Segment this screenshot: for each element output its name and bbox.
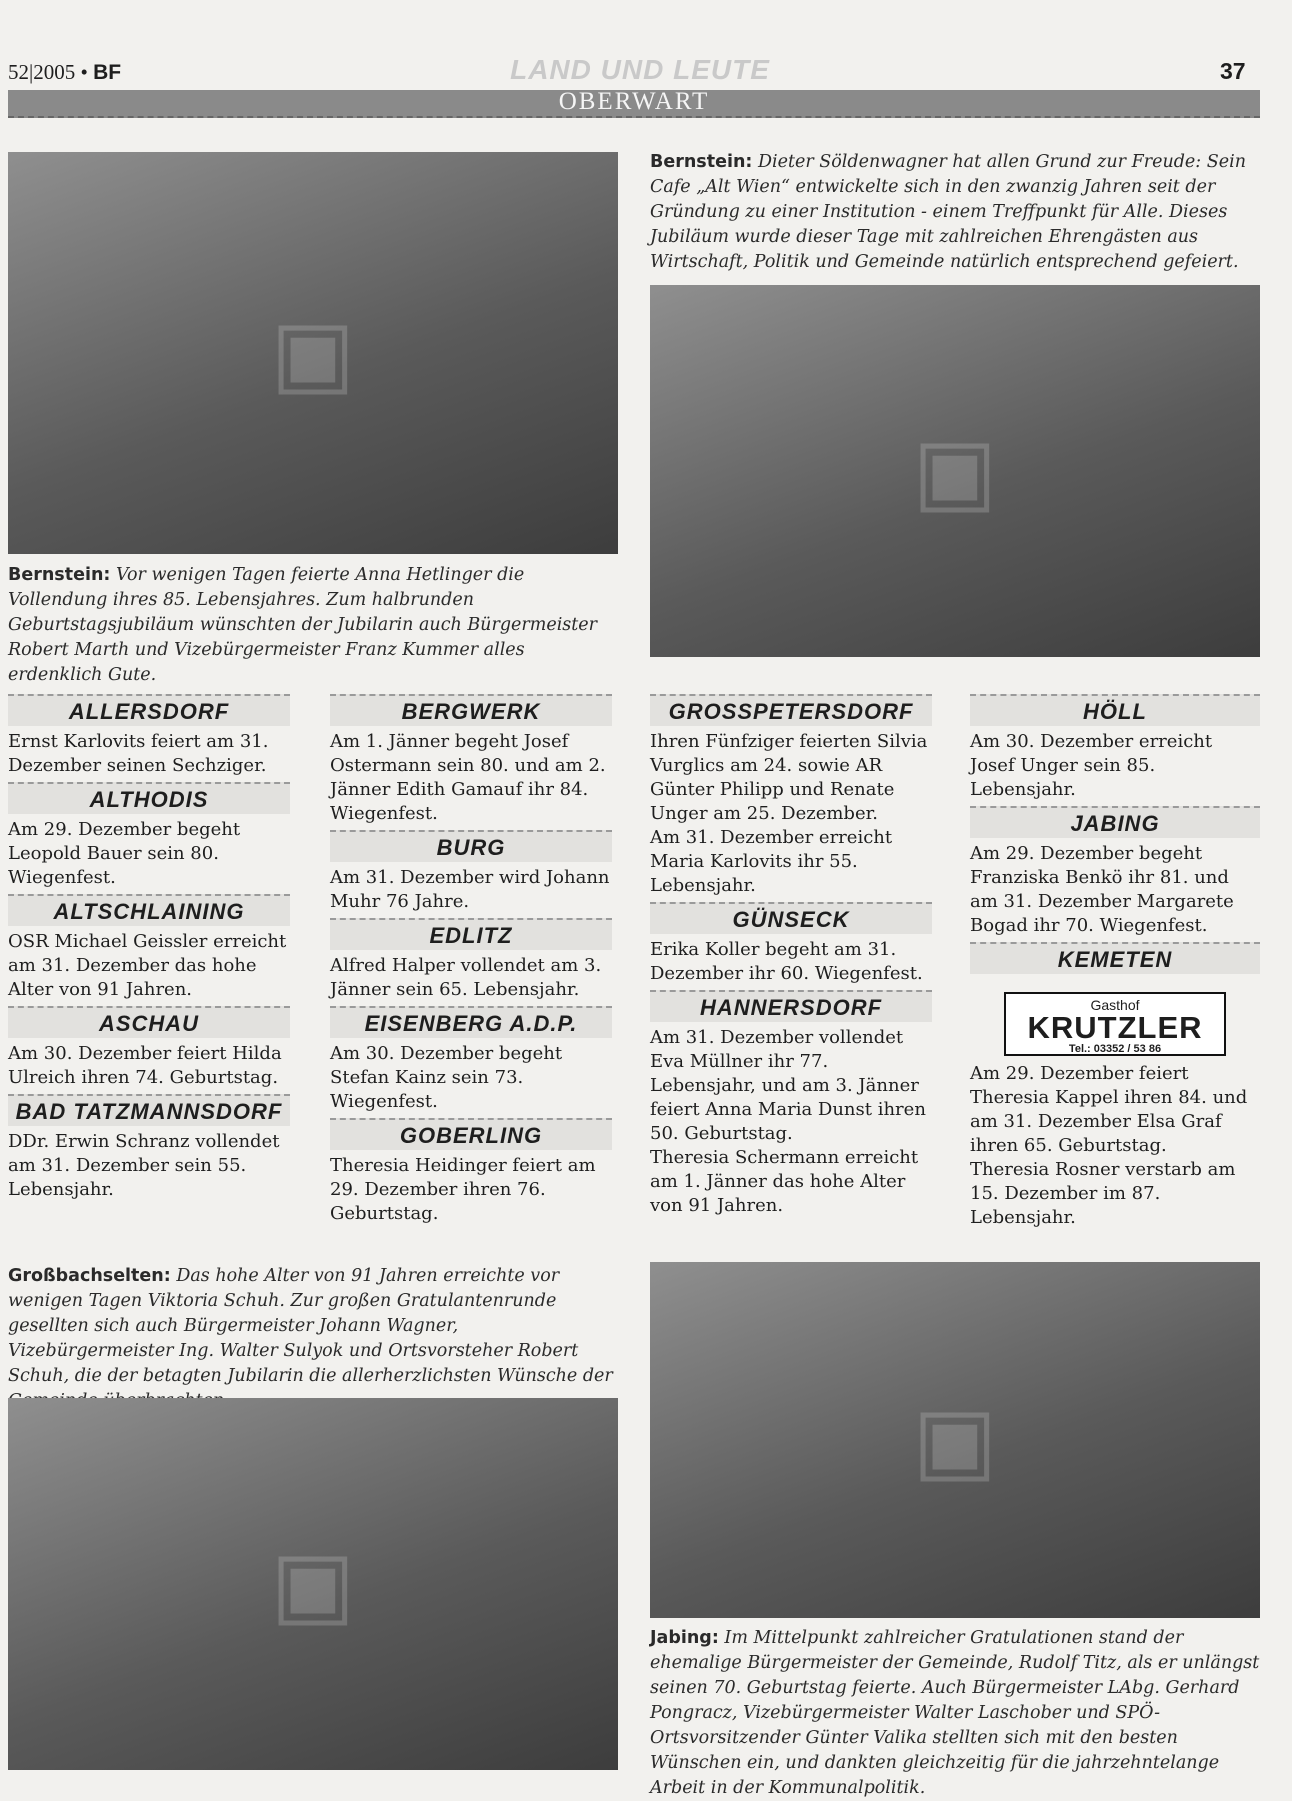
- section-text: Am 31. Dezember vollendet Eva Müllner ihr 77. Lebensjahr, und am 3. Jänner feiert Anna Maria Dunst ihren 50. Geburtstag.: [650, 1027, 926, 1144]
- section-title: HÖLL: [970, 694, 1260, 726]
- caption-text: Dieter Söldenwagner hat allen Grund zur Freude: Sein Cafe „Alt Wien“ entwickelte sich in den zwanzig Jahren seit der Gründung zu einer Institution - einem Treffpunkt für Alle. Dieses Jubiläum wurde dieser Tage mit zahlreichen Ehrengästen aus Wirtschaft, Politik und Gemeinde natürlich entsprechend gefeiert.: [650, 152, 1246, 272]
- section-title: GÜNSECK: [650, 902, 932, 934]
- section-title: BERGWERK: [330, 694, 612, 726]
- caption-text: Das hohe Alter von 91 Jahren erreichte vor wenigen Tagen Viktoria Schuh. Zur großen Gratulantenrunde gesellten sich auch Bürgermeister Johann Wagner, Vizebürgermeister Ing. Walter Sulyok und Ortsvorsteher Robert Schuh, die der betagten Jubilarin die allerherzlichsten Wünsche der: [8, 1266, 613, 1386]
- bullet: •: [80, 60, 88, 84]
- section-kemeten: [970, 942, 1260, 1230]
- section-text: Am 30. Dezember feiert Hilda Ulreich ihren 74. Geburtstag.: [8, 1043, 282, 1088]
- section-text: Alfred Halper vollendet am 3. Jänner sein 65. Lebensjahr.: [330, 955, 602, 1000]
- caption-grossbachselten: [8, 1264, 618, 1414]
- caption-place: Großbachselten:: [8, 1266, 171, 1286]
- section-text: Am 31. Dezember wird Johann Muhr 76 Jahre.: [330, 867, 610, 912]
- region-title: OBERWART: [558, 88, 710, 115]
- advert-line-1: Gasthof: [1090, 997, 1140, 1013]
- section-title: JABING: [970, 806, 1260, 838]
- section-bergwerk: [330, 694, 612, 826]
- section-title: ALTHODIS: [8, 782, 290, 814]
- column-1: [8, 690, 290, 1202]
- page-number: 37: [1220, 58, 1246, 84]
- section-title: EISENBERG A.D.P.: [330, 1006, 612, 1038]
- section-text: Am 30. Dezember begeht Stefan Kainz sein 73. Wiegenfest.: [330, 1043, 563, 1112]
- section-text: Theresia Heidinger feiert am 29. Dezember ihren 76. Geburtstag.: [330, 1155, 596, 1224]
- section-text: Theresia Rosner verstarb am 15. Dezember im 87. Lebensjahr.: [970, 1159, 1236, 1228]
- column-2: [330, 690, 612, 1226]
- section-althodis: [8, 782, 290, 890]
- section-hoell: [970, 694, 1260, 802]
- photo-icon: ▣: [912, 1387, 998, 1493]
- section-title: BURG: [330, 830, 612, 862]
- section-title: BAD TATZMANNSDORF: [8, 1094, 290, 1126]
- caption-text: Im Mittelpunkt zahlreicher Gratulationen stand der ehemalige Bürgermeister der Gemeinde, Rudolf Titz, als er unlängst seinen 70. Geburtstag feierte. Auch Bürgermeister LAbg. Gerhard Pongracz, Vizebürgermeister Walter Laschober und SPÖ-Ortsvorsitzender Günter Valika stellten sich mit den besten Wünschen ein, und dankten gleichzeitig für die jahrzehntelange Arbeit in der Kommunalpolitik.: [650, 1628, 1260, 1798]
- photo-icon: ▣: [912, 418, 998, 524]
- caption-text: Vor wenigen Tagen feierte Anna Hetlinger die Vollendung ihres 85. Lebensjahres. Zum halbrunden Geburtstagsjubiläum wünschten der Jubilarin auch Bürgermeister Robert Marth und Vizebürgermeister Franz Kummer alles erdenklich Gute.: [8, 565, 598, 685]
- photo-bernstein-cafe: [650, 285, 1260, 657]
- section-title: KEMETEN: [970, 942, 1260, 974]
- section-altschlaining: [8, 894, 290, 1002]
- caption-place: Bernstein:: [650, 152, 753, 172]
- section-text: Erika Koller begeht am 31. Dezember ihr 60. Wiegenfest.: [650, 939, 923, 984]
- section-text: OSR Michael Geissler erreicht am 31. Dezember das hohe Alter von 91 Jahren.: [8, 931, 287, 1000]
- section-aschau: [8, 1006, 290, 1090]
- advert-krutzler: [1004, 992, 1226, 1056]
- section-title: HANNERSDORF: [650, 990, 932, 1022]
- section-title: ASCHAU: [8, 1006, 290, 1038]
- column-3: [650, 690, 932, 1218]
- section-text: Am 31. Dezember erreicht Maria Karlovits ihr 55. Lebensjahr.: [650, 827, 893, 896]
- section-text: Theresia Schermann erreicht am 1. Jänner das hohe Alter von 91 Jahren.: [650, 1147, 919, 1216]
- caption-bernstein-birthday: [8, 563, 618, 688]
- section-text: DDr. Erwin Schranz vollendet am 31. Dezember sein 55. Lebensjahr.: [8, 1131, 280, 1200]
- section-hannersdorf: [650, 990, 932, 1218]
- advert-line-2: KRUTZLER: [1027, 1010, 1203, 1045]
- section-allersdorf: [8, 694, 290, 778]
- section-text: Am 1. Jänner begeht Josef Ostermann sein 80. und am 2. Jänner Edith Gamauf ihr 84. Wiegenfest.: [330, 731, 606, 824]
- section-text: Am 29. Dezember begeht Franziska Benkö ihr 81. und am 31. Dezember Margarete Bogad ihr 70. Wiegenfest.: [970, 843, 1234, 936]
- advert-line-3: Tel.: 03352 / 53 86: [1068, 1043, 1162, 1055]
- caption-place: Bernstein:: [8, 565, 111, 585]
- section-guenseck: [650, 902, 932, 986]
- publication-name: BF: [93, 61, 122, 84]
- photo-bernstein-birthday: [8, 152, 618, 554]
- section-text: Am 29. Dezember begeht Leopold Bauer sein 80. Wiegenfest.: [8, 819, 241, 888]
- photo-icon: ▣: [270, 1531, 356, 1637]
- caption-bernstein-cafe: [650, 150, 1260, 275]
- section-title: LAND UND LEUTE: [510, 54, 770, 85]
- section-goberling: [330, 1118, 612, 1226]
- section-burg: [330, 830, 612, 914]
- section-edlitz: [330, 918, 612, 1002]
- section-title: ALLERSDORF: [8, 694, 290, 726]
- section-title: EDLITZ: [330, 918, 612, 950]
- section-text: Ernst Karlovits feiert am 31. Dezember seinen Sechziger.: [8, 731, 269, 776]
- section-title: ALTSCHLAINING: [8, 894, 290, 926]
- section-text: Am 29. Dezember feiert Theresia Kappel ihren 84. und am 31. Dezember Elsa Graf ihren 65. Geburtstag.: [970, 1063, 1248, 1156]
- section-text: Ihren Fünfziger feierten Silvia Vurglics am 24. sowie AR Günter Philipp und Renate Unger am 25. Dezember.: [650, 731, 928, 824]
- section-bad-tatzmannsdorf: [8, 1094, 290, 1202]
- section-title: GROSSPETERSDORF: [650, 694, 932, 726]
- photo-grossbachselten: [8, 1398, 618, 1770]
- caption-place: Jabing:: [650, 1628, 719, 1648]
- caption-jabing: [650, 1626, 1260, 1801]
- issue-number: 52|2005: [8, 60, 76, 84]
- section-jabing: [970, 806, 1260, 938]
- photo-jabing: [650, 1262, 1260, 1618]
- issue-info: [8, 60, 121, 85]
- photo-icon: ▣: [270, 300, 356, 406]
- section-grosspetersdorf: [650, 694, 932, 898]
- column-4: [970, 690, 1260, 1230]
- section-eisenberg: [330, 1006, 612, 1114]
- section-title: GOBERLING: [330, 1118, 612, 1150]
- section-text: Am 30. Dezember erreicht Josef Unger sein 85. Lebensjahr.: [970, 731, 1213, 800]
